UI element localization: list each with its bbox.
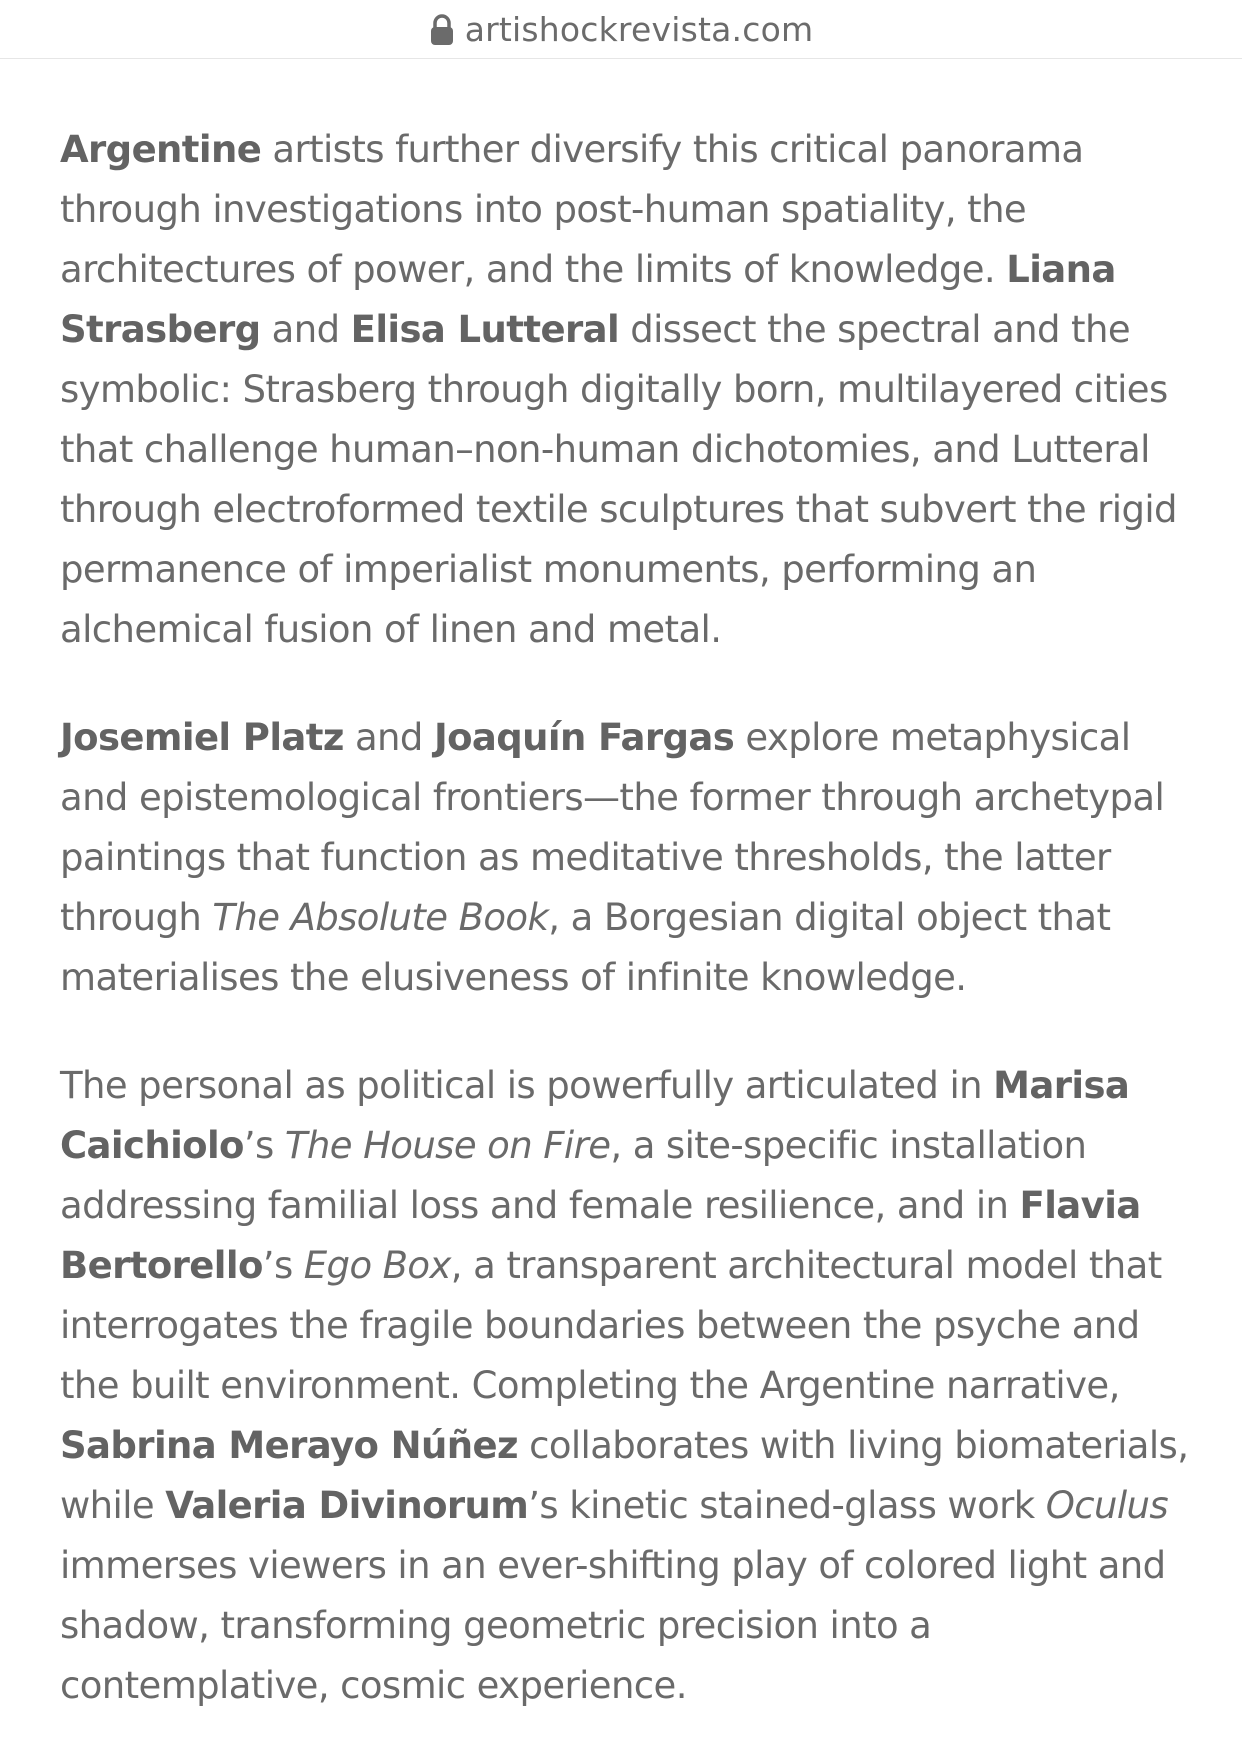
- artist-name: Valeria Divinorum: [165, 1484, 529, 1527]
- artwork-title: Ego Box: [303, 1244, 451, 1287]
- artist-name: Sabrina Merayo Núñez: [60, 1424, 518, 1467]
- url-text[interactable]: artishockrevista.com: [464, 9, 814, 49]
- artist-name: Liana Strasberg: [60, 248, 1116, 351]
- paragraph-argentine-artists: Argentine artists further diversify this critical panorama through investigations into post-human spatiality, the architectures of power, and the limits of knowledge. Liana Strasberg and Elisa Lutteral dissect the spectral and the symbolic: Strasberg through digitally born, multilayered cities that challenge human–non-human dichotomies, and Lutteral through electroformed textile sculptures that subvert the rigid permanence of imperialist monuments, performing an alchemical fusion of linen and metal.: [60, 128, 1177, 651]
- artist-name: Flavia Bertorello: [60, 1184, 1141, 1287]
- paragraph-personal-political: The personal as political is powerfully articulated in Marisa Caichiolo’s The House on Fire, a site-specific installation addressing familial loss and female resilience, and in Flavia Bertorello’s Ego Box, a transparent architectural model that interrogates the fragile boundaries between the psyche and the built environment. Completing the Argentine narrative, Sabrina Merayo Núñez collaborates with living biomaterials, while Valeria Divinorum’s kinetic stained-glass work Oculus immerses viewers in an ever-shifting play of colored light and shadow, transforming geometric precision into a contemplative, cosmic experience.: [60, 1064, 1189, 1707]
- artist-name: Josemiel Platz: [60, 716, 344, 759]
- artist-name: Marisa Caichiolo: [60, 1064, 1130, 1167]
- paragraph-metaphysical: Josemiel Platz and Joaquín Fargas explore metaphysical and epistemological frontiers—the former through archetypal paintings that function as meditative thresholds, the latter through The Absolute Book, a Borgesian digital object that materialises the elusiveness of infinite knowledge.: [60, 716, 1165, 999]
- lock-icon: [429, 13, 455, 47]
- article-body: [60, 120, 1190, 1764]
- artist-name: Joaquín Fargas: [433, 716, 735, 759]
- artist-name: Elisa Lutteral: [350, 308, 620, 351]
- artwork-title: Oculus: [1045, 1484, 1169, 1527]
- artist-name: Argentine: [60, 128, 262, 171]
- artwork-title: The House on Fire: [284, 1124, 611, 1167]
- artwork-title: The Absolute Book: [212, 896, 549, 939]
- address-bar[interactable]: [0, 0, 1242, 59]
